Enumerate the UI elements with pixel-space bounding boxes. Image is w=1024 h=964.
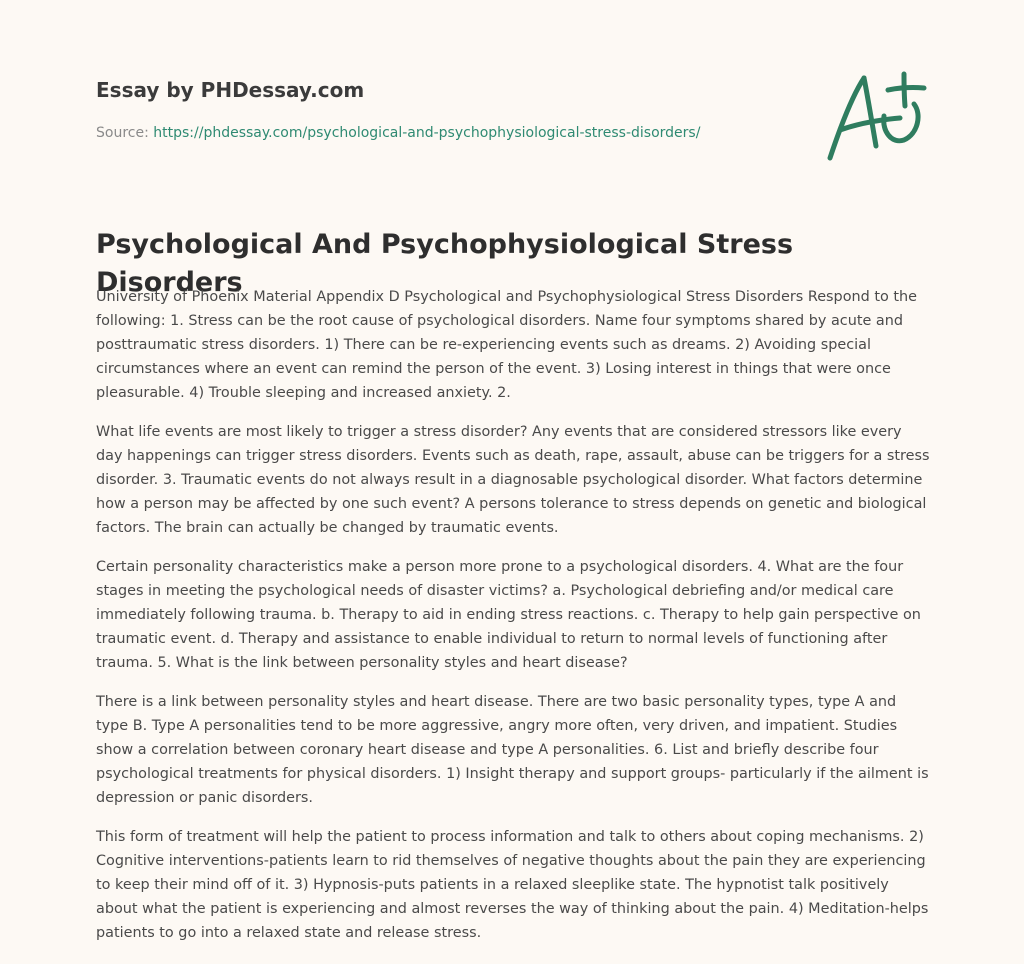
logo-hook — [884, 104, 918, 141]
page-header — [96, 78, 796, 142]
source-label: Source: — [96, 125, 154, 141]
essay-title: Psychological And Psychophysiological Stress Disorders — [96, 229, 794, 298]
essay-paragraph: This form of treatment will help the patient to process information and talk to others about coping mechanisms. 2) Cognitive interventions-patients learn to rid themselves of negative thoughts about the pain they are experiencing to keep their mind off of it. 3) Hypnosis-puts patients in a relaxed sleeplike state. The hypnotist talk positively about what the patient is experiencing and almost reverses the way of thinking about the pain. 4) Meditation-helps patients to go into a relaxed state and release stress. — [96, 829, 929, 941]
essay-paragraph: Certain personality characteristics make a person more prone to a psychological disorders. 4. What are the four stages in meeting the psychological needs of disaster victims? a. Psychological debriefing and/or medical care immediately following trauma. b. Therapy to aid in ending stress reactions. c. Therapy to help gain perspective on traumatic event. d. Therapy and assistance to enable individual to return to normal levels of functioning after trauma. 5. What is the link between personality styles and heart disease? — [96, 559, 921, 671]
logo-a-right-stroke — [864, 78, 876, 146]
source-link[interactable]: https://phdessay.com/psychological-and-psychophysiological-stress-disorders/ — [153, 125, 701, 141]
a-plus-grade-icon — [822, 68, 932, 164]
a-plus-logo-svg — [822, 68, 932, 164]
essay-paragraph: University of Phoenix Material Appendix D Psychological and Psychophysiological Stress Disorders Respond to the following: 1. Stress can be the root cause of psychological disorders. Name four symptoms shared by acute and posttraumatic stress disorders. 1) There can be re-experiencing events such as dreams. 2) Avoiding special circumstances where an event can remind the person of the event. 3) Losing interest in things that were once pleasurable. 4) Trouble sleeping and increased anxiety. 2. — [96, 289, 917, 401]
logo-a-crossbar — [840, 118, 900, 130]
logo-plus-horizontal — [888, 88, 924, 90]
logo-a-left-stroke — [830, 78, 864, 158]
essay-body — [96, 285, 932, 960]
site-title: Essay by PHDessay.com — [96, 78, 365, 102]
essay-paragraph: There is a link between personality styles and heart disease. There are two basic personality types, type A and type B. Type A personalities tend to be more aggressive, angry more often, very driven, and impatient. Studies show a correlation between coronary heart disease and type A personalities. 6. List and briefly describe four psychological treatments for physical disorders. 1) Insight therapy and support groups- particularly if the ailment is depression or panic disorders. — [96, 694, 929, 806]
source-line — [96, 124, 796, 142]
essay-paragraph: What life events are most likely to trigger a stress disorder? Any events that are considered stressors like every day happenings can trigger stress disorders. Events such as death, rape, assault, abuse can be triggers for a stress disorder. 3. Traumatic events do not always result in a diagnosable psychological disorder. What factors determine how a person may be affected by one such event? A persons tolerance to stress depends on genetic and biological factors. The brain can actually be changed by traumatic events. — [96, 424, 930, 536]
